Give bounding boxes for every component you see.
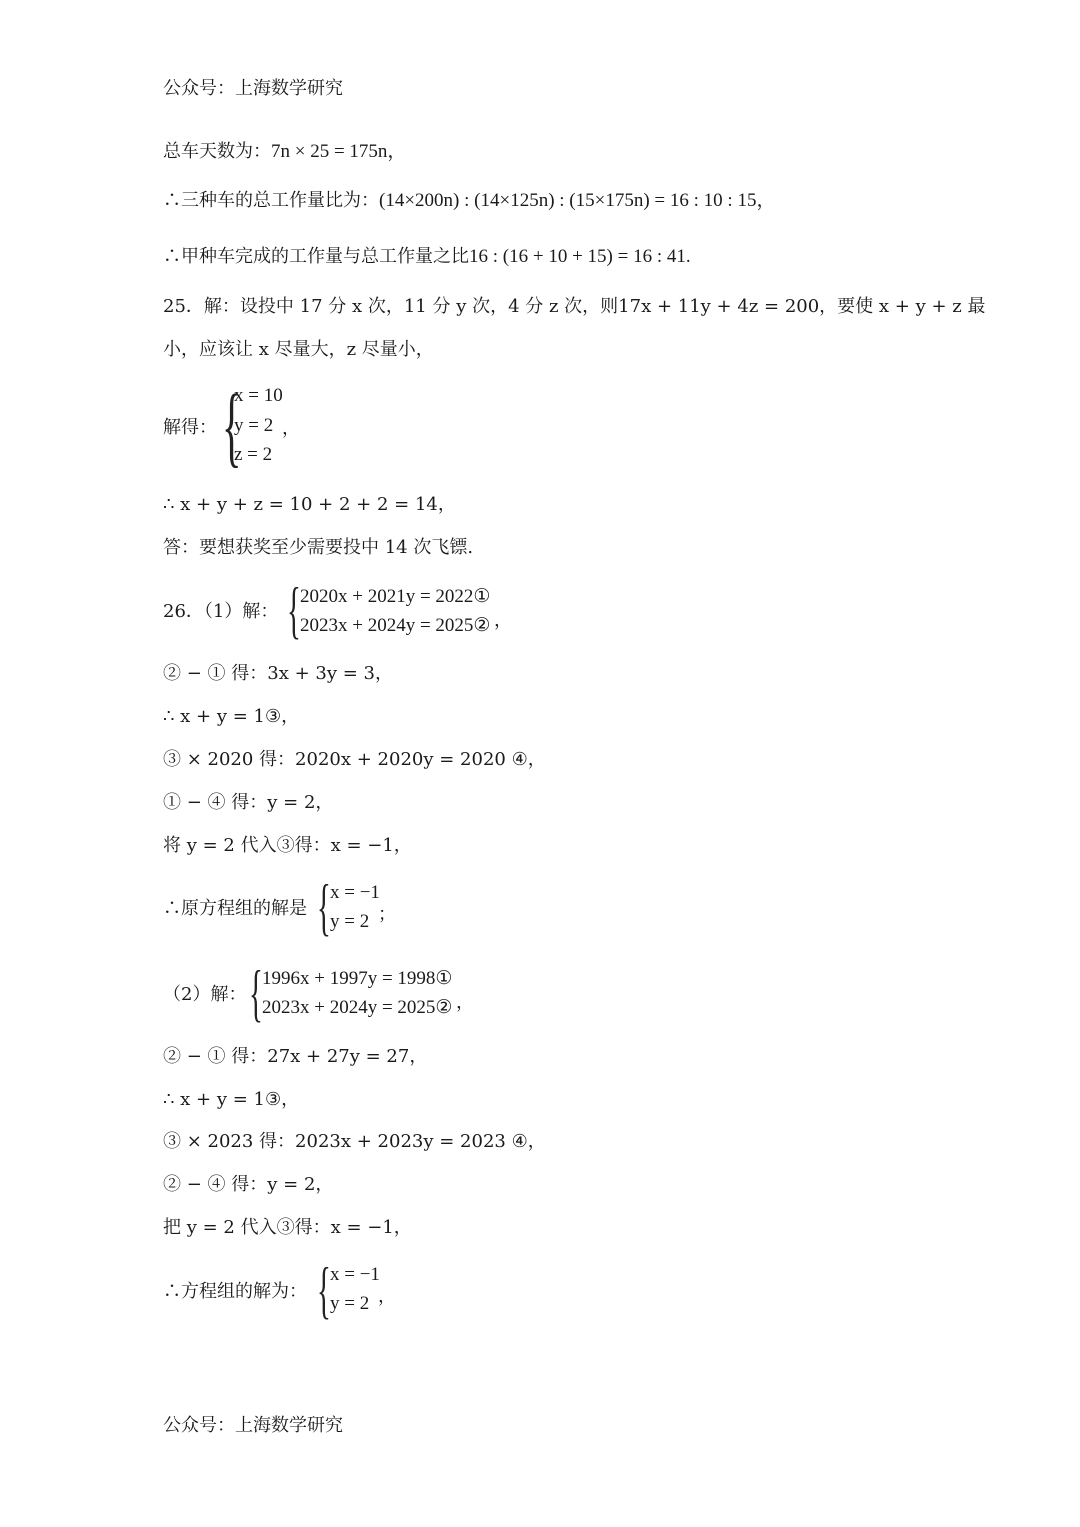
p2-solution-label: ∴方程组的解为：: [163, 1281, 307, 1302]
p1-step-4: ① − ④ 得：y = 2，: [163, 792, 334, 813]
p1-step-1: ② − ① 得：3x + 3y = 3，: [163, 663, 393, 684]
label: ∴三种车的总工作量比为：: [163, 190, 379, 211]
q25-sum: ∴ x + y + z = 10 + 2 + 2 = 14，: [163, 494, 456, 515]
q26-label: 26．（1）解：: [163, 601, 279, 622]
p2-step-5: 把 y = 2 代入③得：x = −1，: [163, 1217, 412, 1238]
equation-row: 2020x + 2021y = 2022①: [300, 586, 491, 607]
p2-step-1: ② − ① 得：27x + 27y = 27，: [163, 1046, 428, 1067]
brace-icon: {: [249, 957, 263, 1028]
equation-row: 2023x + 2024y = 2025②: [300, 615, 491, 636]
q25-line-1: 25．解：设投中 17 分 x 次，11 分 y 次，4 分 z 次，则17x + 11y + 4z = 200，要使 x + y + z 最: [163, 296, 986, 317]
label: 总车天数为：: [163, 141, 271, 162]
brace-icon: {: [317, 1254, 331, 1325]
page-header: 公众号：上海数学研究: [163, 78, 343, 99]
label: ∴甲种车完成的工作量与总工作量之比: [163, 246, 469, 267]
equation-row: z = 2: [234, 444, 273, 465]
equation-row: 1996x + 1997y = 1998①: [262, 968, 453, 989]
page-footer: 公众号：上海数学研究: [163, 1415, 343, 1436]
p2-step-4: ② − ④ 得：y = 2，: [163, 1174, 334, 1195]
p2-step-3: ③ × 2023 得：2023x + 2023y = 2023 ④，: [163, 1131, 546, 1152]
p1-step-5: 将 y = 2 代入③得：x = −1，: [163, 835, 412, 856]
equation-row: x = −1: [330, 882, 380, 903]
text-line-a-ratio: [163, 245, 691, 269]
p1-step-2: ∴ x + y = 1③，: [163, 706, 300, 727]
formula: (14×200n) : (14×125n) : (15×175n) = 16 : 10 : 15，: [379, 190, 776, 211]
equation-row: y = 2: [234, 415, 274, 436]
text-line-work-ratio: [163, 189, 775, 213]
brace-icon: {: [287, 574, 301, 645]
comma: ，: [494, 610, 512, 631]
q25-line-2: 小，应该让 x 尽量大，z 尽量小，: [163, 339, 434, 360]
comma: ，: [378, 1286, 396, 1307]
semicolon: ；: [378, 904, 396, 925]
p1-solution-label: ∴原方程组的解是: [163, 898, 307, 919]
equation-row: x = −1: [330, 1264, 380, 1285]
equation-row: x = 10: [234, 385, 283, 406]
text-line-total-days: [163, 140, 406, 164]
p2-step-2: ∴ x + y = 1③，: [163, 1089, 300, 1110]
brace-icon: {: [317, 871, 331, 942]
equation-row: 2023x + 2024y = 2025②: [262, 997, 453, 1018]
equation-row: y = 2: [330, 1293, 370, 1314]
equation-row: y = 2: [330, 911, 370, 932]
comma: ，: [456, 992, 474, 1013]
comma: ，: [282, 418, 300, 439]
brace-icon: {: [222, 377, 242, 476]
p2-label: （2）解：: [163, 984, 247, 1005]
formula: 16 : (16 + 10 + 15) = 16 : 41.: [469, 246, 691, 267]
q25-solve-label: 解得：: [163, 417, 217, 438]
p1-step-3: ③ × 2020 得：2020x + 2020y = 2020 ④，: [163, 749, 546, 770]
formula: 7n × 25 = 175n，: [271, 141, 407, 162]
q25-answer: 答：要想获奖至少需要投中 14 次飞镖.: [163, 537, 474, 558]
